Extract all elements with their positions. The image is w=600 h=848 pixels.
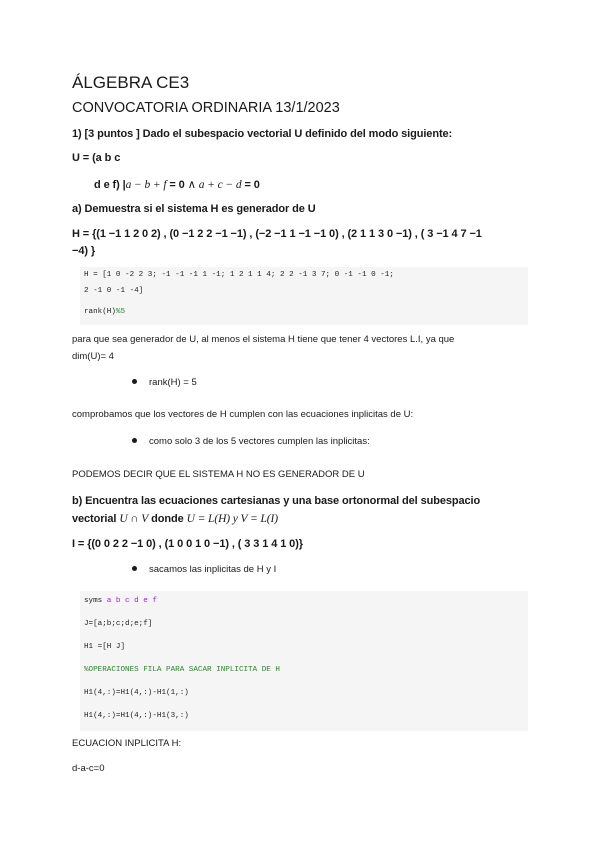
bullet-text: sacamos las inplicitas de H y I (149, 564, 277, 575)
u-equation-2-rhs: = 0 (241, 179, 260, 191)
code-rank-call: rank(H) (84, 308, 116, 316)
code-block-rank (80, 267, 528, 325)
code-line: H = [1 0 -2 2 3; -1 -1 -1 1 -1; 1 2 1 1 4; 2 2 -1 3 7; 0 -1 -1 0 -1; (84, 271, 394, 279)
bullet-icon (132, 438, 137, 443)
document-title: ÁLGEBRA CE3 (72, 73, 190, 92)
code-syms-keyword: syms (84, 597, 103, 605)
code-syms-variables: a b c d e f (102, 597, 157, 605)
part-b-heading-text: donde (148, 513, 187, 525)
bullet-item-implicit (132, 436, 370, 447)
u-equation-1: a − b + f (125, 179, 167, 191)
code-comment: %OPERACIONES FILA PARA SACAR INPLICITA DE H (84, 666, 280, 674)
u-definition-line1: U = (a b c (72, 152, 121, 164)
code-line (84, 597, 157, 605)
intersection-expression: U ∩ V (119, 513, 149, 525)
bullet-item-rank (132, 377, 197, 388)
code-line (84, 308, 125, 316)
h-set-line2: −4) } (72, 245, 96, 257)
part-b-heading-line1: b) Encuentra las ecuaciones cartesianas y una base ortonormal del subespacio (72, 495, 481, 507)
i-set-line: I = {(0 0 2 2 −1 0) , (1 0 0 1 0 −1) , ( 3 3 1 4 1 0)} (72, 538, 303, 550)
code-line: H1 =[H J] (84, 643, 126, 651)
document-subtitle: CONVOCATORIA ORDINARIA 13/1/2023 (72, 100, 340, 116)
u-equation-2: a + c − d (195, 179, 242, 191)
paragraph-line: para que sea generador de U, al menos el sistema H tiene que tener 4 vectores L.I, ya que (72, 334, 455, 345)
code-line: J=[a;b;c;d;e;f] (84, 620, 153, 628)
code-comment: %5 (115, 308, 126, 316)
code-line: H1(4,:)=H1(4,:)-H1(3,:) (84, 712, 189, 720)
paragraph-line: comprobamos que los vectores de H cumplen con las ecuaciones inplicitas de U: (72, 409, 414, 420)
part-b-heading-line2 (72, 513, 278, 525)
implicit-equation-value: d-a-c=0 (72, 763, 105, 774)
paragraph-line: dim(U)= 4 (72, 351, 114, 362)
h-set-line1: H = {(1 −1 1 2 0 2) , (0 −1 2 2 −1 −1) , (−2 −1 1 −1 −1 0) , (2 1 1 3 0 −1) , ( 3 −1 4 7 −1 (72, 228, 482, 240)
bullet-icon (132, 566, 137, 571)
u-definition-prefix: d e f) | (94, 179, 126, 191)
part-a-heading: a) Demuestra si el sistema H es generador de U (72, 203, 316, 215)
bullet-text: como solo 3 de los 5 vectores cumplen las inplicitas: (149, 436, 370, 447)
span-definitions: U = L(H) y V = L(I) (186, 513, 278, 525)
part-b-heading-text: vectorial (72, 513, 120, 525)
logical-and-symbol: ∧ (187, 179, 196, 191)
part-a-conclusion: PODEMOS DECIR QUE EL SISTEMA H NO ES GENERADOR DE U (72, 469, 365, 480)
code-block-implicit (80, 591, 528, 731)
code-line: H1(4,:)=H1(4,:)-H1(1,:) (84, 689, 189, 697)
u-equation-1-rhs: = 0 (166, 179, 188, 191)
u-definition-line2 (94, 177, 260, 191)
implicit-equation-label: ECUACION INPLICITA H: (72, 738, 182, 749)
bullet-item-implicits-hi (132, 564, 276, 575)
bullet-text: rank(H) = 5 (149, 377, 197, 388)
code-line: 2 -1 0 -1 -4] (84, 287, 144, 295)
question-1-statement: 1) [3 puntos ] Dado el subespacio vectorial U definido del modo siguiente: (72, 128, 453, 140)
bullet-icon (132, 379, 137, 384)
